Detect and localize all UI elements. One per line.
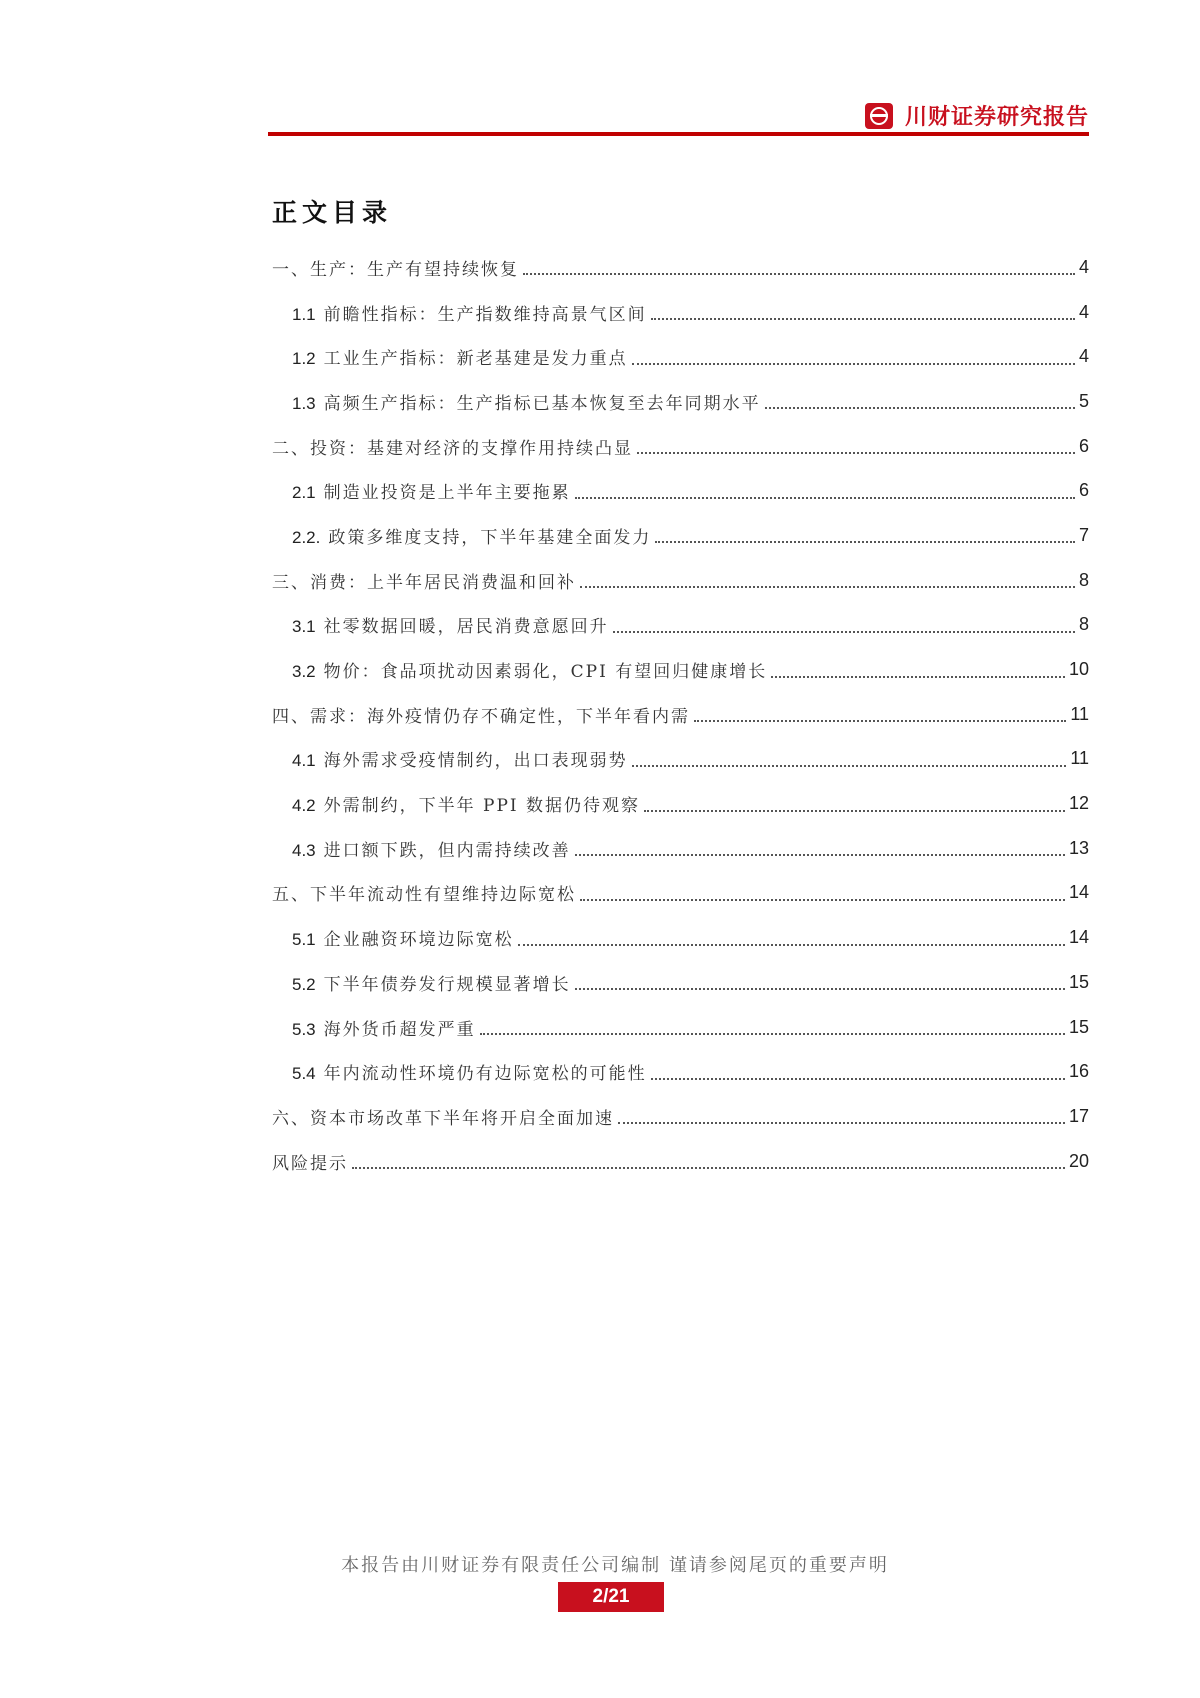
dot-leader	[637, 452, 1075, 454]
toc-entry[interactable]	[272, 1005, 1089, 1050]
toc-entry-text: 下半年债券发行规模显著增长	[323, 974, 571, 995]
toc-entry[interactable]	[272, 379, 1089, 424]
brand	[865, 100, 1089, 131]
toc-entry-page: 5	[1078, 390, 1089, 411]
toc-entry-page: 8	[1078, 569, 1089, 590]
toc-entry-text: 外需制约，下半年 PPI 数据仍待观察	[323, 796, 641, 817]
toc-entry-page: 15	[1068, 971, 1089, 992]
dot-leader	[575, 854, 1065, 856]
toc-entry-label	[292, 478, 571, 503]
toc-entry-page: 6	[1078, 480, 1089, 501]
toc-entry-label	[292, 746, 628, 771]
toc-entry-label	[292, 1015, 476, 1040]
toc-entry-page: 16	[1068, 1061, 1089, 1082]
dot-leader	[480, 1033, 1065, 1035]
dot-leader	[651, 318, 1075, 320]
toc-entry-label	[292, 389, 761, 414]
toc-entry-number: 3.1	[292, 617, 316, 637]
dot-leader	[580, 586, 1075, 588]
toc-entry-text: 海外货币超发严重	[323, 1019, 476, 1040]
dot-leader	[523, 273, 1075, 275]
toc-entry-page: 14	[1068, 882, 1089, 903]
header-rule	[268, 132, 1089, 136]
dot-leader	[632, 363, 1075, 365]
toc-entry-label	[272, 702, 690, 727]
dot-leader	[518, 944, 1065, 946]
toc-title: 正文目录	[272, 198, 393, 227]
toc-entry-number: 5.2	[292, 974, 316, 994]
toc-entry-text: 三、消费：上半年居民消费温和回补	[272, 572, 576, 593]
toc-entry[interactable]	[272, 960, 1089, 1005]
toc-entry-page: 17	[1068, 1105, 1089, 1126]
toc-entry-text: 年内流动性环境仍有边际宽松的可能性	[323, 1064, 647, 1085]
toc-entry-text: 政策多维度支持，下半年基建全面发力	[328, 527, 652, 548]
dot-leader	[613, 631, 1075, 633]
toc-entry-label	[272, 1149, 348, 1174]
toc-entry-number: 4.1	[292, 751, 316, 771]
toc-entry-text: 高频生产指标：生产指标已基本恢复至去年同期水平	[323, 393, 761, 414]
toc-entry-label	[272, 434, 633, 459]
toc-entry-label	[292, 925, 514, 950]
toc-entry-page: 11	[1070, 748, 1089, 769]
toc-entry-text: 制造业投资是上半年主要拖累	[323, 483, 571, 504]
toc-entry[interactable]	[272, 424, 1089, 469]
table-of-contents	[272, 245, 1089, 1183]
toc-entry-number: 3.2	[292, 662, 316, 682]
toc-entry-number: 2.2.	[292, 527, 321, 547]
toc-entry[interactable]	[272, 1139, 1089, 1184]
toc-entry[interactable]	[272, 603, 1089, 648]
toc-entry[interactable]	[272, 647, 1089, 692]
toc-entry-number: 2.1	[292, 483, 316, 503]
toc-entry-label	[272, 1104, 614, 1129]
dot-leader	[655, 541, 1075, 543]
toc-entry-label	[292, 344, 628, 369]
toc-entry-page: 7	[1078, 524, 1089, 545]
toc-entry-page: 11	[1070, 703, 1089, 724]
dot-leader	[771, 676, 1065, 678]
toc-entry-number: 4.3	[292, 840, 316, 860]
toc-entry-page: 4	[1078, 301, 1089, 322]
toc-entry[interactable]	[272, 692, 1089, 737]
toc-entry-label	[292, 612, 609, 637]
toc-entry-number: 5.4	[292, 1064, 316, 1084]
toc-entry-label	[292, 970, 571, 995]
toc-entry-label	[272, 568, 576, 593]
dot-leader	[575, 988, 1065, 990]
toc-entry-text: 一、生产：生产有望持续恢复	[272, 259, 519, 280]
toc-entry-text: 社零数据回暖，居民消费意愿回升	[323, 617, 609, 638]
dot-leader	[618, 1122, 1065, 1124]
toc-entry-text: 二、投资：基建对经济的支撑作用持续凸显	[272, 438, 633, 459]
toc-entry-text: 风险提示	[272, 1153, 348, 1174]
toc-entry[interactable]	[272, 558, 1089, 603]
dot-leader	[580, 899, 1065, 901]
page-indicator: 2/21	[558, 1582, 664, 1612]
toc-entry-text: 进口额下跌，但内需持续改善	[323, 840, 571, 861]
toc-entry-page: 4	[1078, 346, 1089, 367]
toc-entry[interactable]	[272, 513, 1089, 558]
toc-entry-page: 15	[1068, 1016, 1089, 1037]
toc-entry[interactable]	[272, 290, 1089, 335]
toc-entry-page: 8	[1078, 614, 1089, 635]
toc-entry-page: 12	[1068, 793, 1089, 814]
toc-entry-text: 物价：食品项扰动因素弱化，CPI 有望回归健康增长	[323, 662, 768, 683]
toc-entry[interactable]	[272, 334, 1089, 379]
toc-entry[interactable]	[272, 1049, 1089, 1094]
footer-disclaimer: 本报告由川财证券有限责任公司编制 谨请参阅尾页的重要声明	[341, 1555, 889, 1576]
toc-entry-number: 5.3	[292, 1019, 316, 1039]
toc-entry-label	[272, 880, 576, 905]
toc-entry-number: 1.2	[292, 349, 316, 369]
toc-entry-page: 13	[1068, 837, 1089, 858]
toc-entry-page: 14	[1068, 927, 1089, 948]
toc-entry-number: 5.1	[292, 930, 316, 950]
page-header	[268, 92, 1089, 136]
toc-entry-page: 10	[1068, 659, 1089, 680]
toc-entry-text: 五、下半年流动性有望维持边际宽松	[272, 885, 576, 906]
toc-entry[interactable]	[272, 915, 1089, 960]
toc-entry[interactable]	[272, 1094, 1089, 1139]
dot-leader	[765, 407, 1075, 409]
brand-name: 川财证券研究报告	[904, 104, 1089, 130]
dot-leader	[632, 765, 1067, 767]
toc-entry[interactable]	[272, 468, 1089, 513]
toc-entry-number: 4.2	[292, 796, 316, 816]
toc-entry-text: 六、资本市场改革下半年将开启全面加速	[272, 1108, 614, 1129]
toc-entry-page: 20	[1068, 1150, 1089, 1171]
toc-entry-text: 四、需求：海外疫情仍存不确定性，下半年看内需	[272, 706, 690, 727]
dot-leader	[694, 720, 1066, 722]
dot-leader	[644, 810, 1065, 812]
toc-entry-label	[292, 523, 651, 548]
toc-entry[interactable]	[272, 871, 1089, 916]
toc-entry[interactable]	[272, 245, 1089, 290]
toc-entry-page: 6	[1078, 435, 1089, 456]
toc-entry-label	[292, 1059, 647, 1084]
toc-entry[interactable]	[272, 826, 1089, 871]
toc-entry[interactable]	[272, 737, 1089, 782]
toc-entry[interactable]	[272, 781, 1089, 826]
toc-entry-text: 海外需求受疫情制约，出口表现弱势	[323, 751, 628, 772]
toc-entry-page: 4	[1078, 256, 1089, 277]
dot-leader	[651, 1078, 1065, 1080]
dot-leader	[352, 1167, 1065, 1169]
dot-leader	[575, 497, 1075, 499]
toc-entry-label	[292, 300, 647, 325]
toc-entry-text: 工业生产指标：新老基建是发力重点	[323, 349, 628, 370]
toc-entry-number: 1.1	[292, 304, 316, 324]
chuancai-logo-icon	[865, 103, 893, 129]
toc-entry-label	[292, 657, 767, 682]
toc-entry-label	[292, 836, 571, 861]
toc-entry-number: 1.3	[292, 393, 316, 413]
toc-entry-text: 前瞻性指标：生产指数维持高景气区间	[323, 304, 647, 325]
toc-entry-text: 企业融资环境边际宽松	[323, 930, 514, 951]
toc-entry-label	[272, 255, 519, 280]
toc-entry-label	[292, 791, 640, 816]
